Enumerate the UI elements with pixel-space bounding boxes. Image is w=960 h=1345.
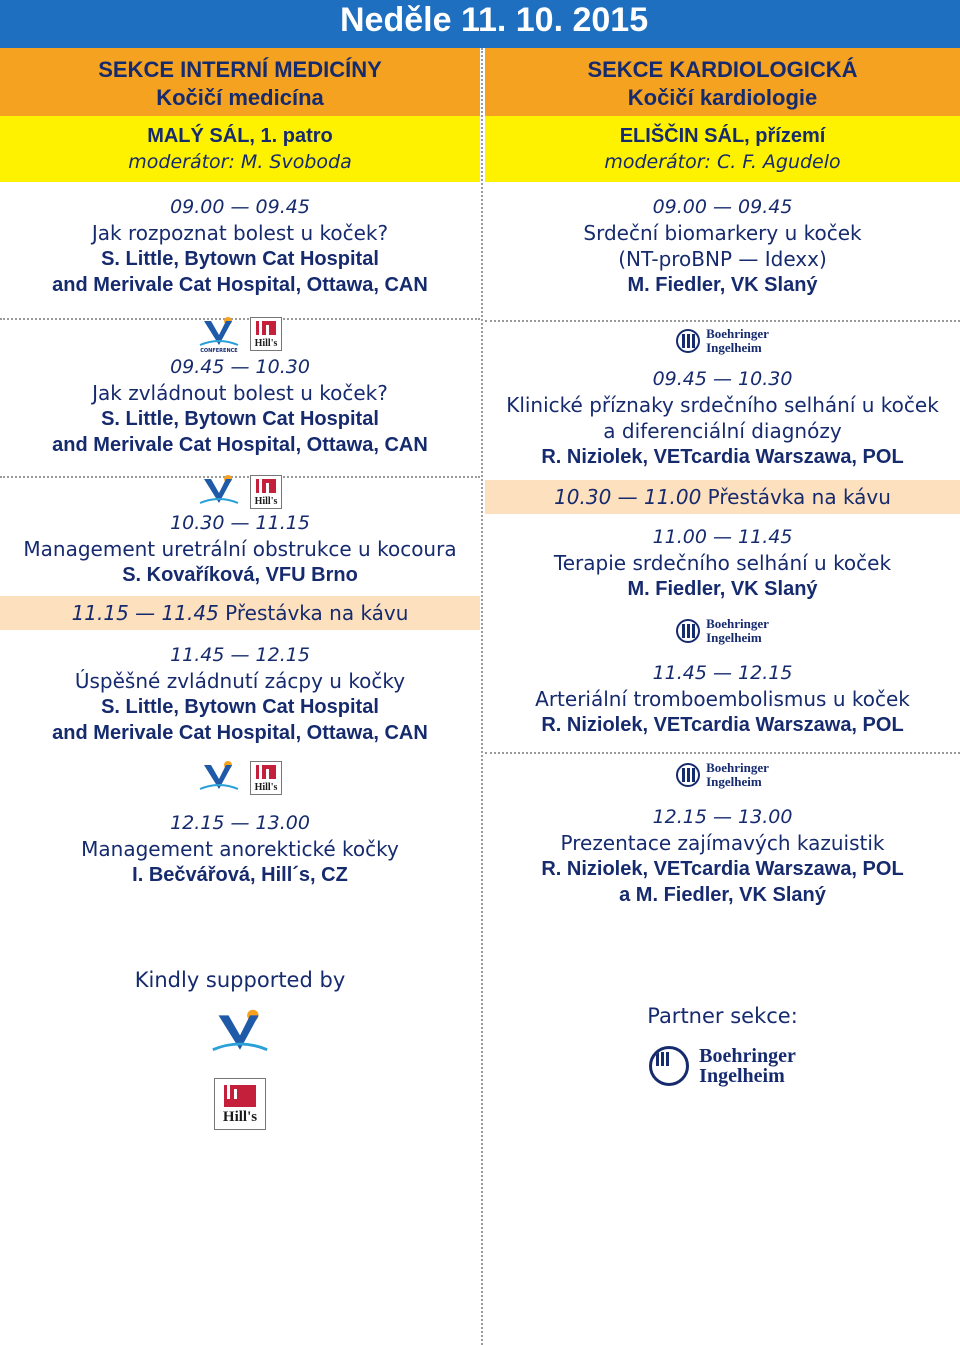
hills-logo-icon (250, 317, 282, 351)
right-column (485, 48, 960, 1086)
conference-logo-icon (198, 315, 240, 353)
slot-title: Management uretrální obstrukce u kocoura (23, 537, 457, 561)
hills-logo-icon (250, 475, 282, 509)
left-column (0, 48, 480, 1130)
left-room-info (0, 116, 480, 182)
slot-speaker: R. Niziolek, VETcardia Warszawa, POL (541, 446, 904, 468)
slot-speaker: S. Little, Bytown Cat Hospital (101, 696, 379, 718)
hills-logo-text: Hill's (222, 1109, 258, 1125)
column-divider (481, 48, 483, 1345)
slot-title-line2: (NT-proBNP — Idexx) (618, 247, 827, 271)
slot-speaker: S. Little, Bytown Cat Hospital (101, 408, 379, 430)
slot-speaker: M. Fiedler, VK Slaný (627, 274, 818, 296)
right-section-header (485, 48, 960, 116)
boehringer-logo (485, 326, 960, 356)
hills-logo-text: Hill's (254, 496, 278, 507)
boehringer-logo-text-1: Boehringer (699, 1045, 796, 1067)
break-label: Přestávka na kávu (707, 485, 891, 509)
left-coffee-break (0, 596, 480, 630)
right-room-info (485, 116, 960, 182)
page-date: Neděle 11. 10. 2015 (340, 1, 649, 39)
slot-time: 09.45 — 10.30 (652, 368, 793, 390)
sponsor-logos (0, 474, 480, 510)
hills-logo-text: Hill's (254, 782, 278, 793)
slot-time: 09.00 — 09.45 (170, 196, 310, 218)
slot-time: 09.00 — 09.45 (652, 196, 793, 218)
boehringer-logo (485, 760, 960, 790)
slot-speaker-affiliation: and Merivale Cat Hospital, Ottawa, CAN (52, 434, 428, 456)
right-coffee-break (485, 480, 960, 514)
hills-logo-text: Hill's (254, 338, 278, 349)
separator (485, 752, 960, 754)
boehringer-logo (485, 616, 960, 646)
hills-logo-icon (214, 1078, 266, 1130)
right-slot-5 (485, 804, 960, 908)
right-slot-1 (485, 194, 960, 298)
slot-speaker-affiliation: and Merivale Cat Hospital, Ottawa, CAN (52, 722, 428, 744)
right-room: ELIŠČIN SÁL, přízemí (619, 125, 826, 147)
boehringer-logo-icon (676, 329, 700, 353)
slot-title: Úspěšné zvládnutí zácpy u kočky (74, 669, 406, 693)
break-label: Přestávka na kávu (225, 601, 409, 625)
right-moderator: moderátor: C. F. Agudelo (604, 151, 841, 173)
separator (485, 320, 960, 322)
slot-time: 11.45 — 12.15 (170, 644, 310, 666)
boehringer-logo-text-2: Ingelheim (706, 774, 762, 789)
supporter-logos (0, 1006, 480, 1130)
boehringer-logo-text-1: Boehringer (706, 760, 769, 775)
slot-time: 11.45 — 12.15 (652, 662, 793, 684)
right-section-title: SEKCE KARDIOLOGICKÁ (587, 57, 858, 82)
slot-speaker: S. Little, Bytown Cat Hospital (101, 248, 379, 270)
slot-title: Arteriální tromboembolismus u koček (535, 687, 910, 711)
slot-title: Prezentace zajímavých kazuistik (560, 831, 885, 855)
slot-time: 12.15 — 13.00 (652, 806, 793, 828)
right-slot-4 (485, 660, 960, 738)
conference-logo-icon (210, 1006, 270, 1062)
right-slot-2 (485, 366, 960, 470)
boehringer-logo-text-1: Boehringer (706, 326, 769, 341)
break-time: 11.15 — 11.45 (71, 601, 219, 625)
slot-speaker-affiliation: and Merivale Cat Hospital, Ottawa, CAN (52, 274, 428, 296)
slot-time: 09.45 — 10.30 (170, 356, 310, 378)
slot-speaker: I. Bečvářová, Hill´s, CZ (132, 864, 348, 886)
boehringer-logo-icon (676, 619, 700, 643)
left-slot-2 (0, 354, 480, 458)
slot-time: 12.15 — 13.00 (170, 812, 310, 834)
slot-speaker: R. Niziolek, VETcardia Warszawa, POL (541, 714, 904, 736)
left-room: MALÝ SÁL, 1. patro (147, 125, 333, 147)
conference-logo-icon (198, 759, 240, 797)
left-section-header (0, 48, 480, 116)
left-slot-4 (0, 642, 480, 746)
left-slot-5 (0, 810, 480, 888)
slot-title: Srdeční biomarkery u koček (583, 221, 862, 245)
supported-by-label: Kindly supported by (134, 968, 346, 992)
slot-speaker: R. Niziolek, VETcardia Warszawa, POL (541, 858, 904, 880)
slot-time: 10.30 — 11.15 (170, 512, 310, 534)
left-slot-1 (0, 194, 480, 298)
left-section-title: SEKCE INTERNÍ MEDICÍNY (98, 57, 382, 82)
conference-logo-text: CONFERENCE (200, 348, 238, 353)
slot-speaker: M. Fiedler, VK Slaný (627, 578, 818, 600)
slot-title-line2: a diferenciální diagnózy (603, 419, 842, 443)
header-bar (0, 0, 960, 48)
slot-title: Management anorektické kočky (81, 837, 399, 861)
boehringer-logo-text-1: Boehringer (706, 616, 769, 631)
slot-title: Terapie srdečního selhání u koček (553, 551, 892, 575)
boehringer-logo-icon (649, 1046, 689, 1086)
slot-speaker-2: a M. Fiedler, VK Slaný (619, 884, 826, 906)
slot-title: Klinické příznaky srdečního selhání u koček (506, 393, 939, 417)
right-section-subtitle: Kočičí kardiologie (627, 85, 818, 110)
partner-boehringer-logo (485, 1046, 960, 1086)
boehringer-logo-text-2: Ingelheim (699, 1065, 785, 1087)
hills-logo-icon (250, 761, 282, 795)
slot-title: Jak rozpoznat bolest u koček? (91, 221, 389, 245)
slot-title: Jak zvládnout bolest u koček? (92, 381, 388, 405)
conference-logo-icon (198, 473, 240, 511)
partner-label: Partner sekce: (647, 1004, 798, 1028)
boehringer-logo-text-2: Ingelheim (706, 630, 762, 645)
break-time: 10.30 — 11.00 (554, 485, 702, 509)
left-slot-3 (0, 510, 480, 588)
sponsor-logos (0, 760, 480, 796)
boehringer-logo-text-2: Ingelheim (706, 340, 762, 355)
boehringer-logo-icon (676, 763, 700, 787)
slot-speaker: S. Kovaříková, VFU Brno (122, 564, 358, 586)
left-section-subtitle: Kočičí medicína (156, 85, 324, 110)
slot-time: 11.00 — 11.45 (652, 526, 793, 548)
left-moderator: moderátor: M. Svoboda (128, 151, 352, 173)
sponsor-logos (0, 316, 480, 352)
right-slot-3 (485, 524, 960, 602)
